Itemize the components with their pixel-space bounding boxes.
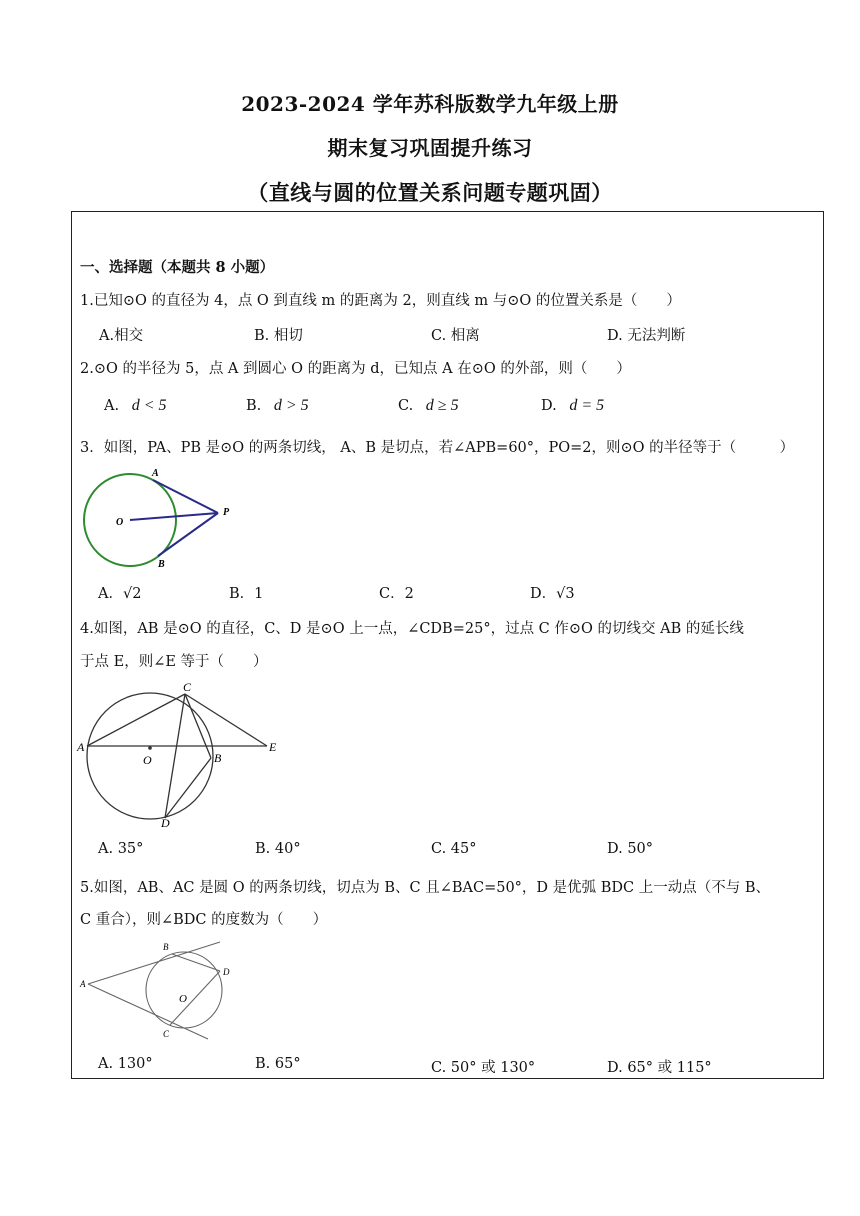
q4-option-d: D. 50°	[607, 841, 654, 857]
q4-option-b: B. 40°	[255, 841, 301, 857]
q2-option-d-math: d = 5	[569, 397, 605, 414]
q5-label-o: O	[179, 993, 187, 1005]
q3-tangent-pa	[153, 480, 218, 513]
question-1-text: 1.已知⊙O 的直径为 4，点 O 到直线 m 的距离为 2，则直线 m 与⊙O 的位置关系是（ ）	[80, 293, 681, 309]
question-5-text-line2: C 重合），则∠BDC 的度数为（ ）	[80, 912, 328, 928]
q2-option-d	[541, 397, 604, 415]
q2-option-a	[104, 397, 167, 415]
q4-option-a: A. 35°	[98, 841, 144, 857]
q1-option-b: B. 相切	[254, 328, 303, 344]
q5-label-d: D	[223, 967, 230, 977]
q3-label-o: O	[116, 517, 124, 528]
q4-label-a: A	[77, 740, 85, 754]
q4-figure	[75, 678, 285, 828]
q3-label-a: A	[152, 468, 159, 479]
q3-figure	[78, 465, 248, 575]
q2-option-c-math: d ≥ 5	[425, 397, 459, 414]
q2-option-b	[246, 397, 309, 415]
section-heading: 一、选择题（本题共 8 小题）	[80, 259, 275, 276]
q1-option-c: C. 相离	[431, 328, 480, 344]
q4-label-c: C	[183, 680, 192, 694]
q5-option-b: B. 65°	[255, 1056, 301, 1072]
q4-chord-cd	[165, 694, 185, 818]
q4-tangent-ce	[185, 694, 267, 746]
q5-tangent-ab	[88, 942, 220, 984]
question-3-text: 3．如图，PA、PB 是⊙O 的两条切线， A、B 是切点，若∠APB=60°，PO=2，则⊙O 的半径等于（ ）	[80, 440, 795, 456]
q5-option-c: C. 50° 或 130°	[431, 1060, 536, 1076]
q5-tangent-ac	[88, 984, 208, 1039]
q5-label-a: A	[80, 979, 86, 989]
q3-option-d: D．√3	[530, 586, 575, 602]
q4-label-b: B	[214, 751, 222, 765]
q3-line-op	[130, 513, 218, 520]
q5-circle	[146, 952, 222, 1028]
q4-chord-cb	[185, 694, 211, 758]
q2-option-d-letter: D.	[541, 398, 557, 414]
q3-option-b: B．1	[229, 586, 264, 602]
q2-option-b-math: d > 5	[273, 397, 309, 414]
q4-option-c: C. 45°	[431, 841, 477, 857]
q5-label-c: C	[163, 1029, 170, 1039]
question-5-text-line1: 5.如图，AB、AC 是圆 O 的两条切线，切点为 B、C 且∠BAC=50°，D 是优弧 BDC 上一动点（不与 B、	[80, 880, 771, 896]
q4-center-dot	[148, 746, 152, 750]
q4-chord-ac	[87, 694, 185, 746]
q5-figure	[78, 937, 248, 1042]
q5-label-b: B	[163, 942, 169, 952]
q3-label-p: P	[223, 507, 230, 518]
question-4-text-line2: 于点 E，则∠E 等于（ ）	[80, 654, 268, 670]
q1-option-d: D. 无法判断	[607, 328, 686, 344]
q4-label-o: O	[143, 753, 152, 767]
q4-label-d: D	[161, 816, 170, 828]
page-title-line2: 期末复习巩固提升练习	[327, 136, 533, 160]
question-4-text-line1: 4.如图，AB 是⊙O 的直径，C、D 是⊙O 上一点，∠CDB=25°，过点 C 作⊙O 的切线交 AB 的延长线	[80, 621, 744, 637]
q2-option-a-letter: A.	[104, 398, 120, 414]
q5-chord-dc	[170, 971, 220, 1025]
page-title-line3: （直线与圆的位置关系问题专题巩固）	[247, 180, 613, 205]
q5-chord-bd	[172, 954, 220, 971]
q3-label-b: B	[158, 559, 165, 570]
q1-option-a: A.相交	[99, 328, 144, 344]
question-2-text: 2.⊙O 的半径为 5，点 A 到圆心 O 的距离为 d，已知点 A 在⊙O 的外部，则（ ）	[80, 361, 631, 377]
q2-option-c	[398, 397, 459, 415]
q3-option-a: A．√2	[98, 586, 142, 602]
q5-option-a: A. 130°	[98, 1056, 153, 1072]
q3-tangent-pb	[158, 513, 218, 556]
q2-option-b-letter: B.	[246, 398, 262, 414]
q5-option-d: D. 65° 或 115°	[607, 1060, 712, 1076]
q2-option-c-letter: C.	[398, 398, 414, 414]
q2-option-a-math: d < 5	[131, 397, 167, 414]
q4-label-e: E	[269, 740, 277, 754]
q3-option-c: C．2	[379, 586, 414, 602]
page-title-line1: 2023-2024 学年苏科版数学九年级上册	[241, 92, 619, 116]
